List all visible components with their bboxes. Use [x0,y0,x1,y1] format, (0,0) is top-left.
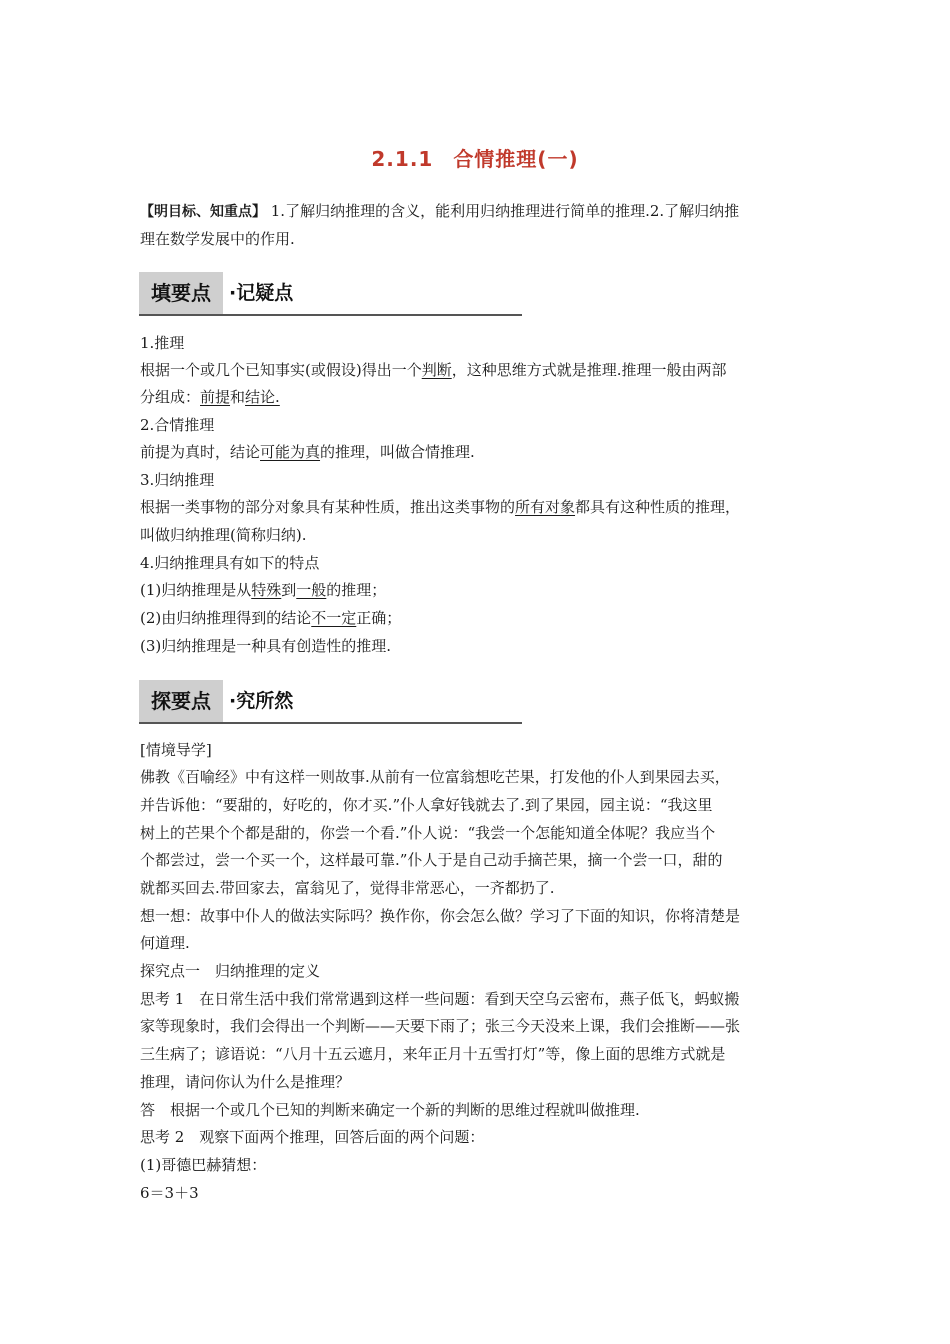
answer-blank: 判断 [421,361,452,379]
feature-2: (2)由归纳推理得到的结论不一定正确； [140,609,402,627]
text-line: (1)哥德巴赫猜想： [140,1156,267,1174]
banner-subtitle: ·究所然 [229,690,294,712]
banner-box: 填要点 [139,272,223,314]
para-1b: 分组成：前提和结论. [140,388,280,406]
intro-line-1 [140,201,820,222]
intro-text-2: 理在数学发展中的作用. [140,230,295,248]
banner-subtitle: ·记疑点 [229,282,294,304]
heading-4: 4.归纳推理具有如下的特点 [140,554,320,572]
section-number: 2.1.1 [371,147,434,171]
text-line: 思考 1 在日常生活中我们常常遇到这样一些问题：看到天空乌云密布，燕子低飞，蚂蚁搬 [140,990,740,1008]
answer-blank: 特殊 [251,581,282,599]
answer-blank: 前提 [200,388,231,406]
para-2a: 前提为真时，结论可能为真的推理，叫做合情推理. [140,443,475,461]
intro-label: 【明目标、知重点】 [140,204,266,220]
text-line: 思考 2 观察下面两个推理，回答后面的两个问题： [140,1128,485,1146]
para-3a: 根据一类事物的部分对象具有某种性质，推出这类事物的所有对象都具有这种性质的推理， [140,498,741,516]
intro-line-2 [140,229,820,249]
answer-blank: 结论. [245,388,280,406]
answer-line: 答 根据一个或几个已知的判断来确定一个新的判断的思维过程就叫做推理. [140,1101,640,1119]
banner-box: 探要点 [139,680,223,722]
text-line: [情境导学] [140,741,212,759]
title-text: 合情推理(一) [453,147,579,171]
heading-1: 1.推理 [140,334,185,352]
page-title [0,143,950,172]
text-line: 三生病了；谚语说：“八月十五云遮月，来年正月十五雪打灯”等，像上面的思维方式就是 [140,1045,726,1063]
text-line: 何道理. [140,934,190,952]
section-banner-fill-points [139,272,522,316]
banner-rule [139,314,522,316]
para-3b: 叫做归纳推理(简称归纳). [140,526,307,544]
text-line: 并告诉他：“要甜的，好吃的，你才买.”仆人拿好钱就去了.到了果园，园主说：“我这里 [140,796,713,814]
answer-blank: 一般 [296,581,327,599]
answer-blank: 所有对象 [515,498,576,516]
banner-rule [139,722,522,724]
answer-blank: 不一定 [311,609,357,627]
text-line: 想一想：故事中仆人的做法实际吗？换作你，你会怎么做？学习了下面的知识，你将清楚是 [140,907,741,925]
intro-text-1: 1.了解归纳推理的含义，能利用归纳推理进行简单的推理.2.了解归纳推 [266,202,740,220]
answer-blank: 可能为真 [260,443,321,461]
feature-1: (1)归纳推理是从特殊到一般的推理； [140,581,387,599]
text-line: 家等现象时，我们会得出一个判断——天要下雨了；张三今天没来上课，我们会推断——张 [140,1017,741,1035]
heading-2: 2.合情推理 [140,416,215,434]
text-line: 推理，请问你认为什么是推理？ [140,1073,351,1091]
equation-line: 6＝3＋3 [140,1184,199,1202]
text-line: 佛教《百喻经》中有这样一则故事.从前有一位富翁想吃芒果，打发他的仆人到果园去买， [140,768,730,786]
text-line: 个都尝过，尝一个买一个，这样最可靠.”仆人于是自己动手摘芒果，摘一个尝一口，甜的 [140,851,723,869]
explore-point-heading: 探究点一 归纳推理的定义 [140,962,321,980]
feature-3: (3)归纳推理是一种具有创造性的推理. [140,637,392,655]
heading-3: 3.归纳推理 [140,471,215,489]
text-line: 树上的芒果个个都是甜的，你尝一个看.”仆人说：“我尝一个怎能知道全体呢？我应当个 [140,824,716,842]
section-banner-explore-points [139,680,522,724]
text-line: 就都买回去.带回家去，富翁见了，觉得非常恶心，一齐都扔了. [140,879,555,897]
para-1a: 根据一个或几个已知事实(或假设)得出一个判断，这种思维方式就是推理.推理一般由两部 [140,361,727,379]
